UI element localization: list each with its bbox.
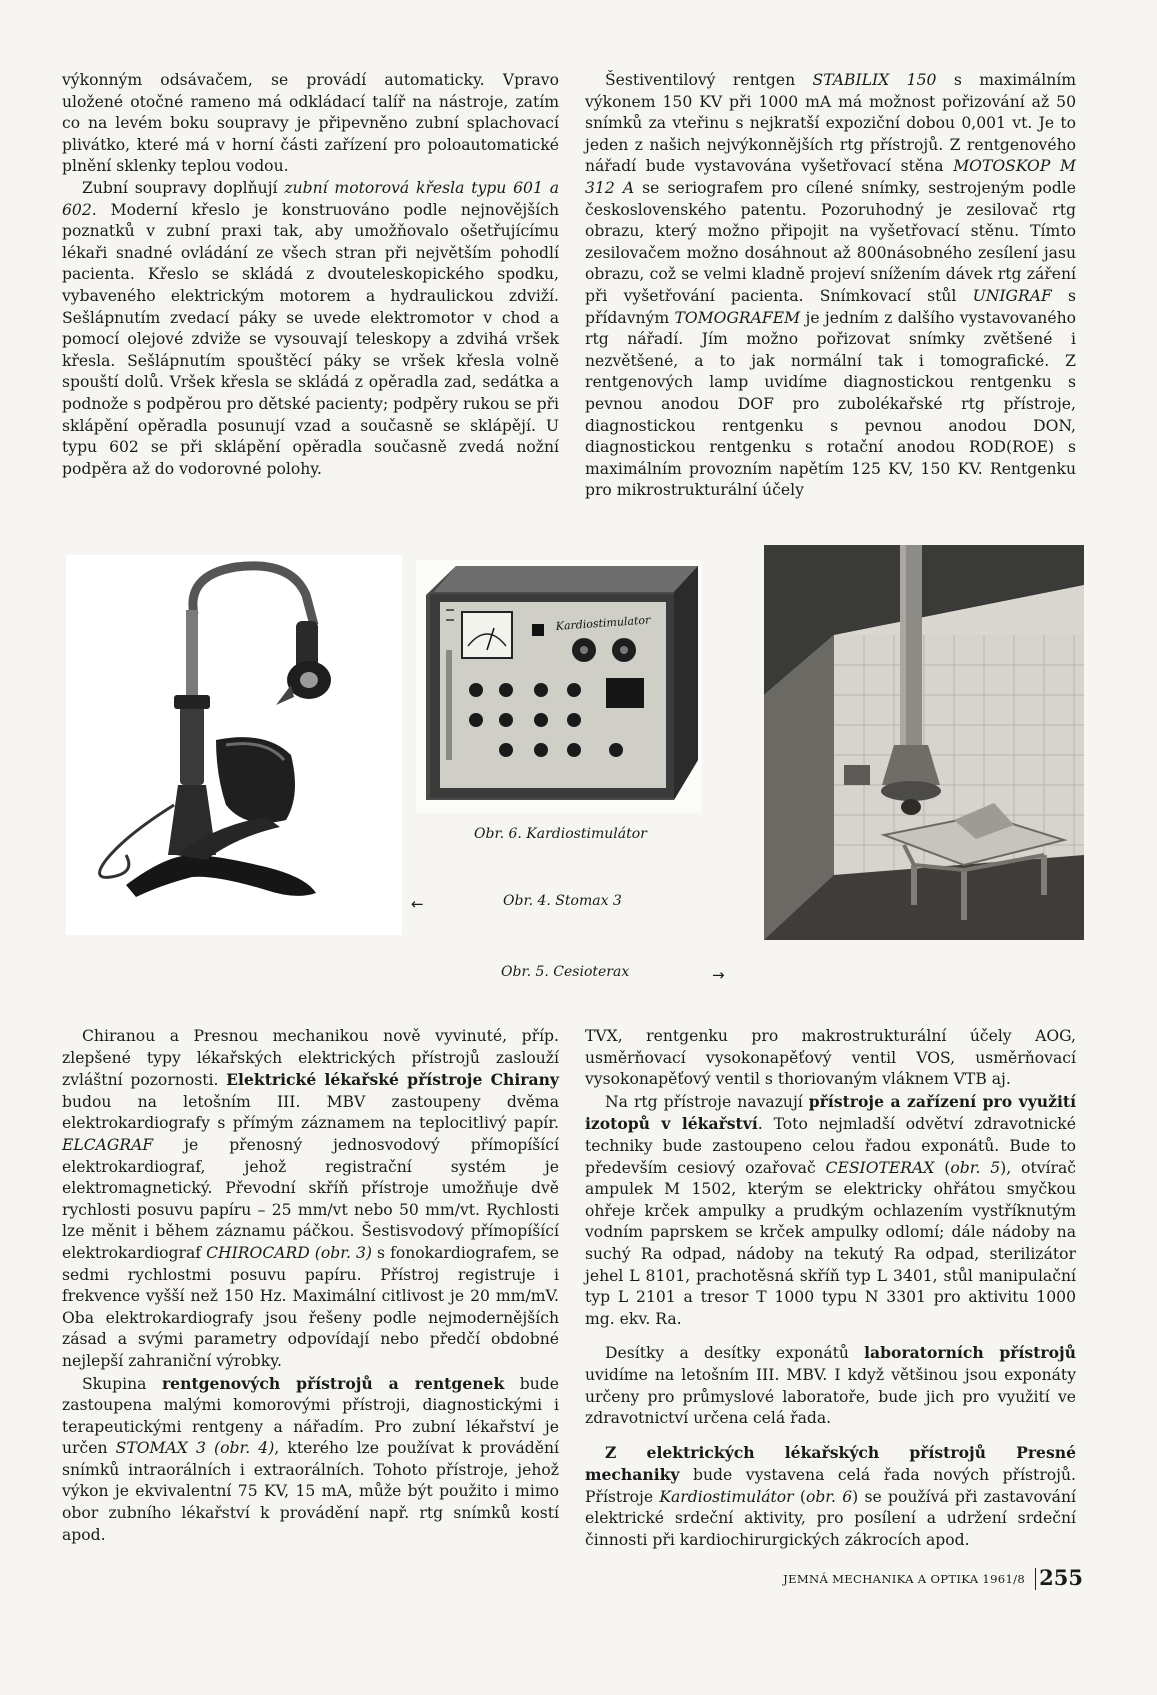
arrow-right: →: [712, 966, 725, 984]
arrow-left: ←: [411, 895, 424, 913]
paragraph: Zubní soupravy doplňují zubní motorová křesla typu 601 a 602. Moderní křeslo je konstruováno podle nejnovějších poznatků v zubní praxi tak, aby umožňovalo ošetřujícímu lékaři snadné ovládání ze všech stran při největším pohodlí pacienta. Křeslo se skládá z dvouteleskopického spodku, vybaveného elektrickým motorem a hydraulickou zdviží. Sešlápnutím zvedací páky se uvede elektromotor v chod a pomocí olejové zdviže se vysouvají teleskopy a zdvihá vršek křesla. Sešlápnutím spouštěcí páky se vršek křesla volně spouští dolů. Vršek křesla se skládá z opěradla zad, sedátka a podnože s podpěrou pro dětské pacienty; podpěry rukou se při sklápění opěradla posunují vzad a současně se sklápějí. U typu 602 se při sklápění opěradla současně zvedá nožní podpěra až do vodorovné polohy.: [62, 178, 559, 478]
column-bottom-right: [585, 1026, 1076, 1552]
paragraph: Šestiventilový rentgen STABILIX 150 s maximálním výkonem 150 KV při 1000 mA má možnost pořizování až 50 snímků za vteřinu s nejkratší expoziční dobou 0,001 vt. Je to jeden z našich nejvýkonnějších rtg přístrojů. Z rentgenového nářadí bude vystavována vyšetřovací stěna MOTOSKOP M 312 A se seriografem pro cílené snímky, sestrojeným podle československého patentu. Pozoruhodný je zesilovač rtg obrazu, který možno připojit na vyšetřovací stěnu. Tímto zesilovačem možno dosáhnout až 800násobného zesílení jasu obrazu, což se velmi kladně projeví snížením dávek rtg záření při vyšetřování pacienta. Snímkovací stůl UNIGRAF s přídavným TOMOGRAFEM je jedním z dalšího vystavovaného rtg nářadí. Jím možno pořizovat snímky zvětšené i nezvětšené, a to jak normální tak i tomografické. Z rentgenových lamp uvidíme diagnostickou rentgenku s pevnou anodou DOF pro zubolékařské rtg přístroje, diagnostickou rentgenku s pevnou anodou DON, diagnostickou rentgenku s rotační anodou ROD(ROE) s maximálním provozním napětím 125 KV, 150 KV. Rentgenku pro mikrostrukturální účely: [585, 71, 1077, 500]
photo-stomax: [66, 555, 402, 935]
paragraph: výkonným odsávačem, se provádí automaticky. Vpravo uložené otočné rameno má odkládací talíř na nástroje, zatím co na levém boku soupravy je připevněno zubní splachovací plivátko, které má v horní části zařízení pro poloautomatické plnění sklenky teplou vodou.: [62, 71, 559, 176]
caption-fig4: Obr. 4. Stomax 3: [503, 893, 622, 909]
photo-kardiostimulator: [416, 560, 702, 813]
cesioterax-illustration: [764, 545, 1084, 940]
panel-label: Kardiostimulator: [555, 613, 651, 633]
page-footer: [745, 1565, 1085, 1593]
stomax-illustration: [66, 555, 402, 935]
column-top-right: [585, 70, 1076, 502]
caption-fig6: Obr. 6. Kardiostimulátor: [474, 826, 647, 842]
footer-divider: [1035, 1568, 1036, 1590]
column-bottom-left: [62, 1026, 559, 1546]
paragraph: TVX, rentgenku pro makrostrukturální účely AOG, usměrňovací vysokonapěťový ventil VOS, usměrňovací vysokonapěťový ventil s thoriovaným vláknem VTB aj.: [585, 1027, 1076, 1089]
paragraph: Z elektrických lékařských přístrojů Presné mechaniky bude vystavena celá řada nových přístrojů. Přístroje Kardiostimulátor (obr. 6) se používá při zastavování elektrické srdeční aktivity, pro posílení a udržení srdeční činnosti při kardiochirurgických zákrocích apod.: [585, 1442, 1076, 1550]
paragraph: Desítky a desítky exponátů laboratorních přístrojů uvidíme na letošním III. MBV. I když většinou jsou exponáty určeny pro průmyslové laboratoře, bude jich pro využití ve zdravotnictví určena celá řada.: [585, 1343, 1076, 1428]
page-number: 255: [1039, 1565, 1083, 1590]
column-top-left: [62, 70, 559, 480]
paragraph: Na rtg přístroje navazují přístroje a zařízení pro využití izotopů v lékařství. Toto nejmladší odvětví zdravotnické techniky bude zastoupeno celou řadou exponátů. Bude to především cesiový ozařovač CESIOTERAX (obr. 5), otvírač ampulek M 1502, kterým se elektricky ohřátou smyčkou ohřeje krček ampulky a prudkým ochlazením vystříknutým vodním paprskem se krček ampulky odlomí; dále nádoby na suchý Ra odpad, nádoby na tekutý Ra odpad, sterilizátor jehel L 8101, prachotěsná skříň typ L 3401, stůl manipulační typ L 2101 a tresor T 1000 typu N 3301 pro aktivitu 1000 mg. ekv. Ra.: [585, 1091, 1076, 1328]
journal-title: JEMNÁ MECHANIKA A OPTIKA 1961/8: [783, 1572, 1025, 1586]
caption-fig5: Obr. 5. Cesioterax: [501, 964, 630, 980]
paragraph: Chiranou a Presnou mechanikou nově vyvinuté, příp. zlepšené typy lékařských elektrických přístrojů zaslouží zvláštní pozornosti. Elektrické lékařské přístroje Chirany budou na letošním III. MBV zastoupeny dvěma elektrokardiografy s přímým záznamem na teplocitlivý papír. ELCAGRAF je přenosný jednosvodový přímopíšící elektrokardiograf, jehož registrační systém je elektromagnetický. Převodní skříň přístroje umožňuje dvě rychlosti posuvu papíru – 25 mm/vt nebo 50 mm/vt. Rychlosti lze měnit i během záznamu páčkou. Šestisvodový přímopíšící elektrokardiograf CHIROCARD (obr. 3) s fonokardiografem, se sedmi rychlostmi posuvu papíru. Přístroj registruje i frekvence vyšší než 150 Hz. Maximální citlivost je 20 mm/mV. Oba elektrokardiografy jsou řešeny podle nejmodernějších zásad a svými parametry odpovídají nebo předčí obdobné nejlepší zahraniční výrobky.: [62, 1027, 559, 1370]
photo-cesioterax: [764, 545, 1084, 940]
kardiostimulator-illustration: [416, 560, 702, 813]
paragraph: Skupina rentgenových přístrojů a rentgenek bude zastoupena malými komorovými přístroji, diagnostickými i terapeutickými rentgeny a nářadím. Pro zubní lékařství je určen STOMAX 3 (obr. 4), kterého lze používat k provádění snímků intraorálních i extraorálních. Tohoto přístroje, jehož výkon je ekvivalentní 75 KV, 15 mA, může být použito i mimo obor zubního lékařství k provádění např. rtg snímků kostí apod.: [62, 1373, 559, 1544]
